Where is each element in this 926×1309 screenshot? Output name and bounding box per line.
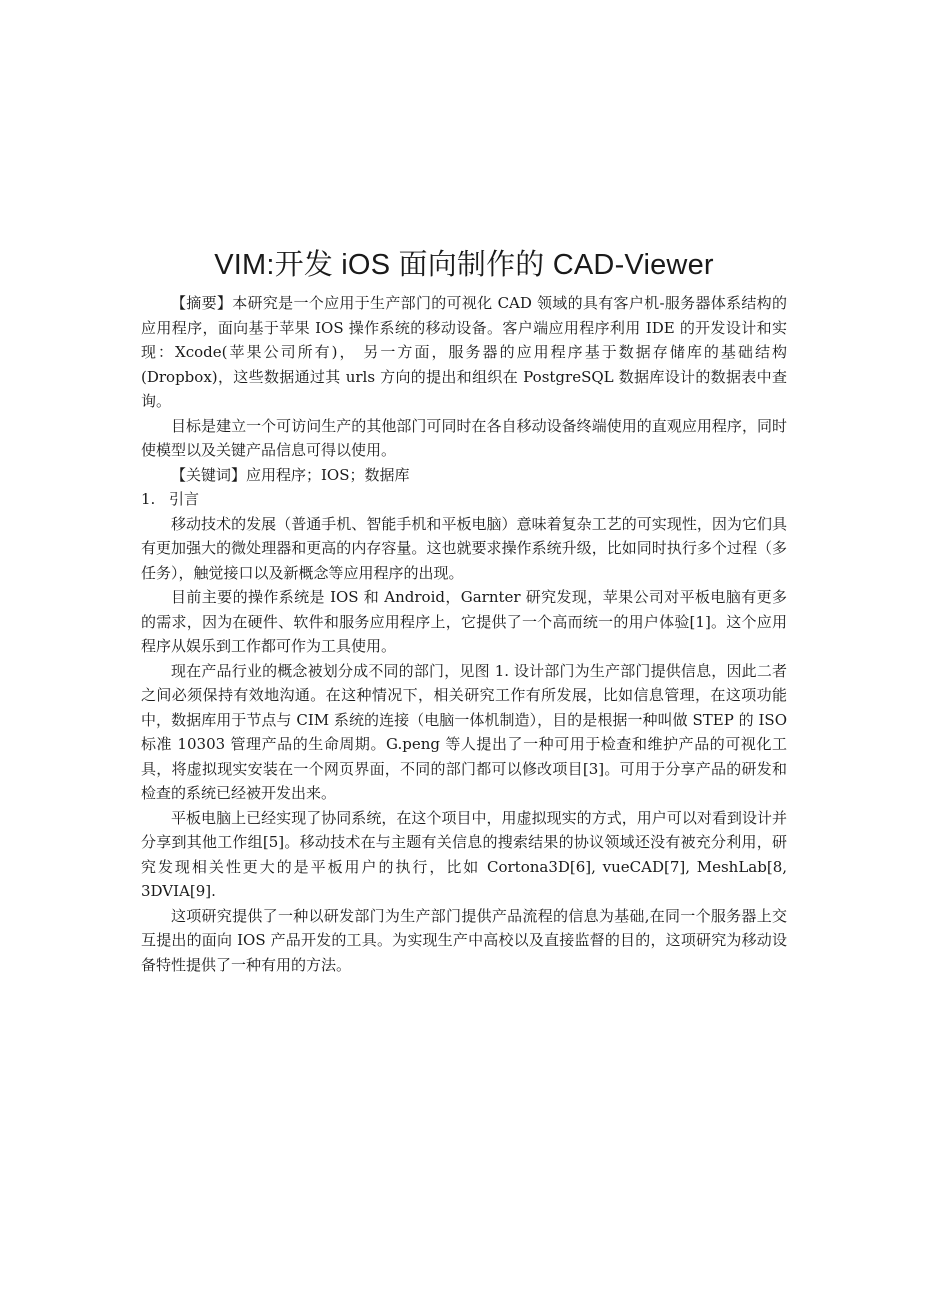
- intro-paragraph-3: 现在产品行业的概念被划分成不同的部门，见图 1. 设计部门为生产部门提供信息，因此二者之间必须保持有效地沟通。在这种情况下，相关研究工作有所发展，比如信息管理，在这项功能中，数据库用于节点与 CIM 系统的连接（电脑一体机制造），目的是根据一种叫做 STEP 的 ISO 标准 10303 管理产品的生命周期。G.peng 等人提出了一种可用于检查和维护产品的可视化工具，将虚拟现实安装在一个网页界面，不同的部门都可以修改项目[3]。可用于分享产品的研发和检查的系统已经被开发出来。: [141, 661, 787, 802]
- intro-paragraph-4: 平板电脑上已经实现了协同系统，在这个项目中，用虚拟现实的方式，用户可以对看到设计并分享到其他工作组[5]。移动技术在与主题有关信息的搜索结果的协议领域还没有被充分利用，研究发现相关性更大的是平板用户的执行，比如 Cortona3D[6], vueCAD[7], MeshLab[8, 3DVIA[9].: [141, 808, 787, 900]
- section-title: 引言: [169, 490, 200, 508]
- section-heading-introduction: [141, 487, 787, 512]
- intro-paragraph-5: 这项研究提供了一种以研发部门为生产部门提供产品流程的信息为基础,在同一个服务器上交互提出的面向 IOS 产品开发的工具。为实现生产中高校以及直接监督的目的，这项研究为移动设备特性提供了一种有用的方法。: [141, 906, 787, 974]
- keywords-line: 【关键词】应用程序；IOS；数据库: [171, 465, 410, 484]
- document-page: [141, 245, 787, 977]
- section-number: 1.: [141, 490, 156, 508]
- abstract-goal-paragraph: 目标是建立一个可访问生产的其他部门可同时在各自移动设备终端使用的直观应用程序，同时使模型以及关键产品信息可得以使用。: [141, 416, 787, 459]
- document-title: VIM:开发 iOS 面向制作的 CAD-Viewer: [214, 249, 714, 281]
- intro-paragraph-1: 移动技术的发展（普通手机、智能手机和平板电脑）意味着复杂工艺的可实现性，因为它们具有更加强大的微处理器和更高的内存容量。这也就要求操作系统升级，比如同时执行多个过程（多任务），触觉接口以及新概念等应用程序的出现。: [141, 514, 787, 582]
- intro-paragraph-2: 目前主要的操作系统是 IOS 和 Android，Garnter 研究发现，苹果公司对平板电脑有更多的需求，因为在硬件、软件和服务应用程序上，它提供了一个高而统一的用户体验[1]。这个应用程序从娱乐到工作都可作为工具使用。: [141, 588, 787, 655]
- abstract-paragraph: 【摘要】本研究是一个应用于生产部门的可视化 CAD 领域的具有客户机-服务器体系结构的应用程序，面向基于苹果 IOS 操作系统的移动设备。客户端应用程序利用 IDE 的开发设计和实现：Xcode(苹果公司所有)， 另一方面，服务器的应用程序基于数据存储库的基础结构(Dropbox)，这些数据通过其 urls 方向的提出和组织在 PostgreSQL 数据库设计的数据表中查询。: [141, 294, 787, 410]
